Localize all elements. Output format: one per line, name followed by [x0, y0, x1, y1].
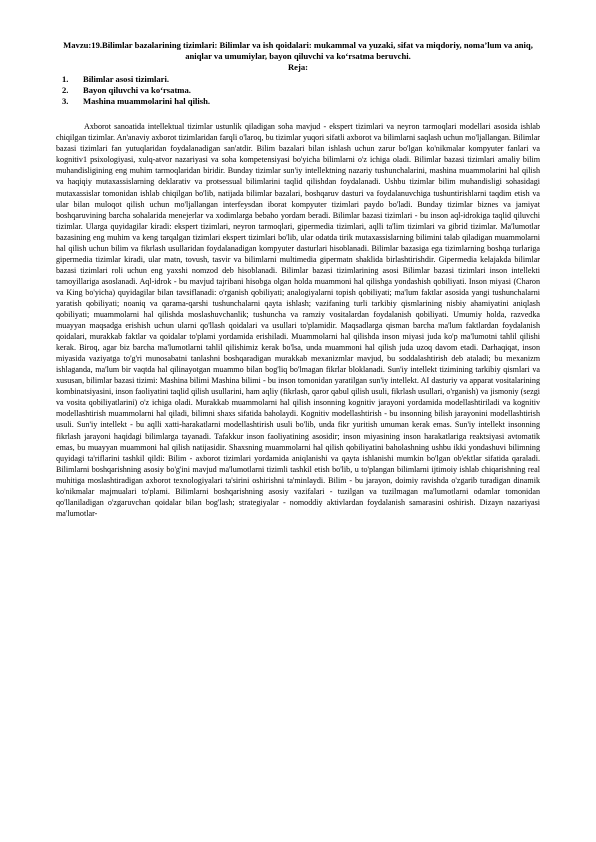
plan-item-number: 2. [62, 84, 69, 95]
body-paragraph: Axborot sanoatida intellektual tizimlar ustunlik qiladigan soha mavjud - ekspert tizimlari va neyron tarmoqlari modellari asosida ishlab chiqilgan tizimlar. An'anaviy axborot tizimlaridan farqli o'laroq, bu tizimlar yuqori sifatli axborot va bilimlarni saqlash uchun mo'ljallangan. Bilimlar bazasi tizimlari fan yutuqlaridan foydalanadigan san'atdir. Bilim bazalari bilan ishlash uchun zarur bo'lgan ko'nikmalar kompyuter fanlari va kognitiv1 psixologiyasi, xulq-atvor nazariyasi va soha kompetensiyasi bo'yicha bilimlarni o'z ichiga oladi. Bilimlar bazasi tizimlari amaliy bilim muhandisligining eng muhim tarmoqlaridan biridir. Bunday tizimlar sun'iy intellektning nazariy tushunchalarini, mashina muammolarini hal qilish va haqiqiy mutaxassislarning deklarativ va protsessual bilimlarini taqlid qilishdan foydalanadi. Ushbu tizimlar bilim muhandisligi sohasidagi mutaxassislar tomonidan ishlab chiqilgan bo'lib, natijada bilimlar bazalari, boshqaruv dasturi va foydalanuvchiga tushuntirishlarni taqdim etish va ular bilan muloqot qilish uchun mo'ljallangan interfeysdan iborat kompyuter tizimlari paydo bo'ladi. Bunday tizimlar biznes va jamiyat boshqaruvining barcha sohalarida menejerlar va xodimlarga bebaho yordam beradi. Bilimlar bazasi tizimlari - bu inson aql-idrokiga taqlid qiluvchi tizimlar. Ularga quyidagilar kiradi: ekspert tizimlari, neyron tarmoqlari, gipermedia tizimlari, aqlli ta'lim tizimlari va gibrid tizimlar. Ma'lumotlar bazasining eng muhim va keng tarqalgan tizimlari ekspert tizimlari bo'lib, ular odatda tirik mutaxassislarning bilimini talab qiladigan muammolarni hal qilish uchun bilim va fikrlash usullaridan foydalanadigan kompyuter dasturlari hisoblanadi. Bilimlar bazasiga ega tizimlarning boshqa turlariga gipermedia tizimlar kiradi, ular matn, tovush, tasvir va bilimlarni multimedia gipermatn shaklida birlashtirishdir. Gipermedia kelajakda bilimlar bazasi tizimlari roli uchun eng yaxshi nomzod deb hisoblanadi. Bilimlar bazasi tizimlarining asosi Bilimlar bazasi tizimlari inson intellekti tamoyillariga asoslanadi. Aql-idrok - bu mavjud tajribani hisobga olgan holda muammoni hal qilishga yondashish qobiliyati. Inson miyasi (Charon va King bo'yicha) quyidagilar bilan tavsiflanadi: o'rganish qobiliyati; analogiyalarni topish qobiliyati; ma'lum faktlar asosida yangi tushunchalarni yaratish qobiliyati; noaniq va qarama-qarshi tushunchalarni qayta ishlash; vazifaning turli tarkibiy qismlarining nisbiy ahamiyatini aniqlash qobiliyati; muammolarni hal qilishda moslashuvchanlik; tushuncha va ramziy vositalardan foydalanish qobiliyati. Umumiy holda, razvedka muayyan maqsadga erishish uchun ularni qo'llash qoidalari va usullari to'plamidir. Maqsadlarga qisman barcha ma'lum faktlardan foydalanish qoidalari, murakkab faktlar va qoidalar to'plami yordamida erishiladi. Muammolarni hal qilishda inson miyasi juda ko'p ma'lumotni tahlil qilishi kerak. Biroq, agar biz barcha ma'lumotlarni tahlil qilishimiz kerak bo'lsa, unda muammoni hal qilish juda uzoq davom etadi. Darhaqiqat, inson miyasida vaziyatga to'g'ri munosabatni tanlashni boshqaradigan murakkab mexanizmlar mavjud, bu soddalashtirish deb ataladi; bu mexanizm ishlaganda, ma'lum bir vaqtda hal qilinayotgan muammo bilan bog'liq bo'lmagan fikrlar bloklanadi. Sun'iy intellekt tizimining tarkibiy qismlari va xususan, bilimlar bazasi tizimi: Mashina bilimi Mashina bilimi - bu inson tomonidan yaratilgan sun'iy intellekt. AI dasturiy va apparat vositalarining kombinatsiyasini, inson faoliyatini taqlid qilish usullarini, ham aqliy (fikrlash, qaror qabul qilish usuli, fikrlash usullari, o'rganish) va jismoniy (sezgi va vosita qobiliyatlarini) o'z ichiga oladi. Murakkab muammolarni hal qilish insonning kognitiv jarayoni yordamida modellashtiriladi va kognitiv modellashtirish muammolarni hal qiladi, bilimni shaxs sifatida baholaydi. Kognitiv modellashtirish - bu insonning bilish jarayonini modellashtirish usuli. Sun'iy intellekt - bu aqlli xatti-harakatlarni modellashtirish usuli bo'lib, unda fikr yuritish umuman kerak emas. Sun'iy intellekt insonning fikrlash jarayoni haqidagi bilimlarga tayanadi. Tafakkur inson faoliyatining asosidir; inson miyasining inson harakatlariga reaktsiyasi avtomatik emas, bu muayyan muammoni hal qilish natijasidir. Shaxsning muammolarni hal qilish qobiliyatini baholashning ushbu ikki yondashuvi bilimning quyidagi ta'riflarini tashkil qildi: Bilim - axborot tizimlari yordamida aniqlanishi va qayta ishlanishi mumkin bo'lgan ob'ektlar sifatida qaraladi. Bilimlarni boshqarishning asosiy bo'g'ini mavjud ma'lumotlarni tizimli tashkil etish bo'lib, u to'plangan bilimlarni ijtimoiy ishlab chiqarishning real muhitiga moslashtiradigan axborot texnologiyalari ta'sirini oshirishni ta'minlaydi. Bilim - bu jarayon, doimiy ravishda o'zgarib turadigan dinamik ko'nikmalar majmualari to'plami. Bilimlarni boshqarishning asosiy vazifalari - tuzilgan va tuzilmagan ma'lumotlarni odamlar tomonidan qo'llaniladigan o'zgaruvchan qoidalar bilan bog'lash; strategiyalar - nomoddiy aktivlardan foydalanish samarasini oshirish. Dizayn nazariyasi ma'lumotlar- [56, 122, 540, 518]
plan-item [56, 85, 540, 96]
plan-heading: Reja: [287, 62, 309, 73]
document-title: Mavzu:19.Bilimlar bazalarining tizimlari: Bilimlar va ish qoidalari: mukammal va yuzaki, sifat va miqdoriy, noma’lum va aniq, aniqlar va umumiylar, bayon qiluvchi va ko‘rsatma beruvchi. [63, 40, 533, 62]
plan-item [56, 96, 540, 107]
plan-item-number: 3. [62, 96, 69, 107]
plan-list [56, 74, 540, 108]
plan-item-text: Bilimlar asosi tizimlari. [83, 73, 170, 84]
plan-item-number: 1. [62, 73, 69, 84]
document-page [56, 40, 540, 527]
plan-item [56, 74, 540, 85]
plan-item-text: Bayon qiluvchi va ko‘rsatma. [83, 84, 191, 95]
plan-item-text: Mashina muammolarini hal qilish. [83, 96, 211, 107]
